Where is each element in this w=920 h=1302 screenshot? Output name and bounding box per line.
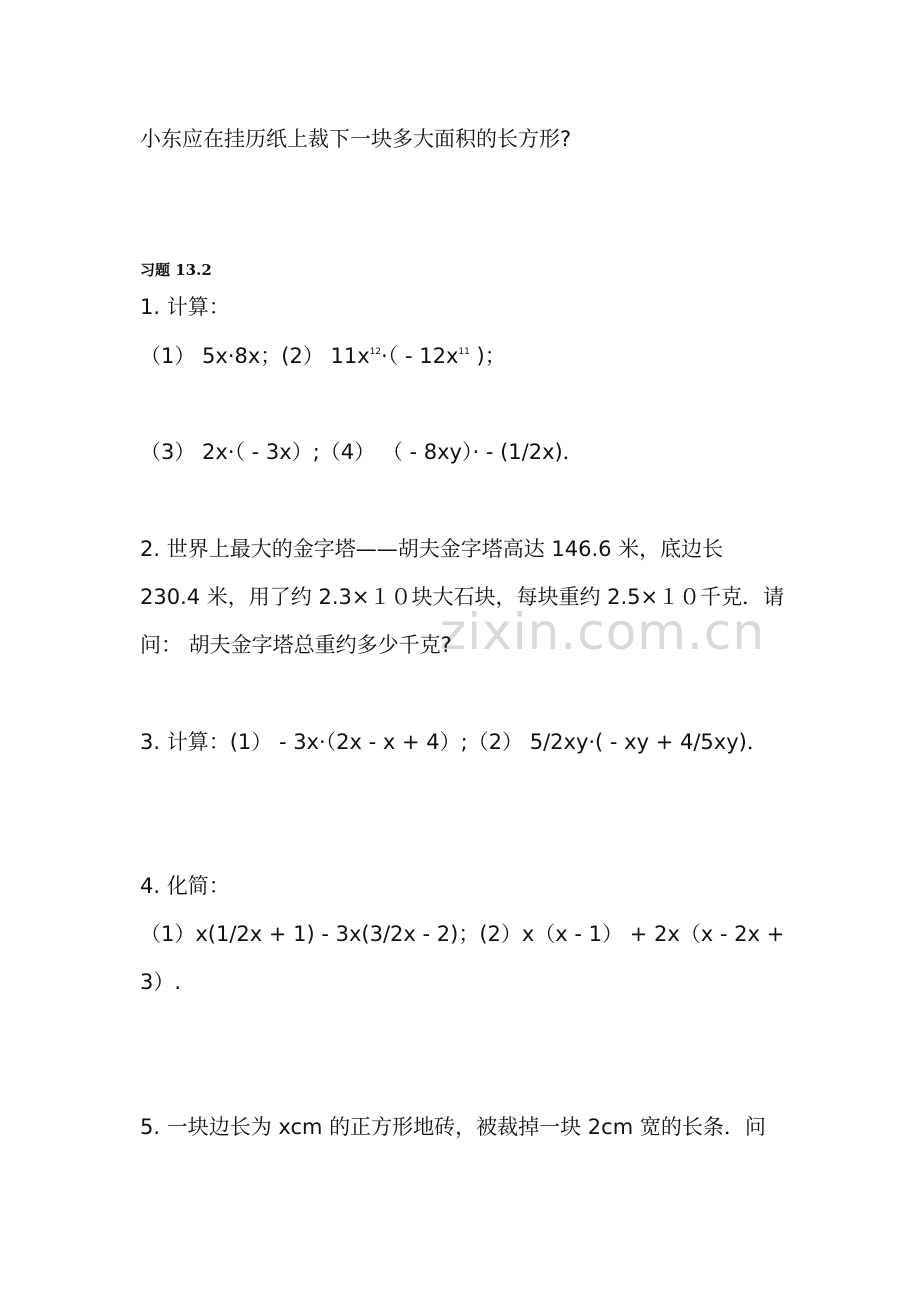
problem-4-title: 4. 化简： xyxy=(140,874,230,898)
problem-3-line-1: 3. 计算：(1） - 3x·（2x - x + 4）;（2） 5/2xy·( - xy + 4/5xy)． xyxy=(140,730,768,754)
watermark: zixin.com.cn xyxy=(440,603,766,661)
problem-5-line-1: 5. 一块边长为 xcm 的正方形地砖，被裁掉一块 2cm 宽的长条．问 xyxy=(140,1115,766,1139)
problem-1-part-c: )； xyxy=(469,344,506,368)
intro-question: 小东应在挂历纸上裁下一块多大面积的长方形? xyxy=(140,127,572,151)
problem-1-part-b: ·（ - 12x xyxy=(381,344,459,368)
problem-4-line-1: （1）x(1/2x + 1) - 3x(3/2x - 2)；(2）x（x - 1） + 2x（x - 2x + xyxy=(140,922,785,946)
problem-4-line-2: 3）. xyxy=(140,970,182,994)
problem-1-title: 1. 计算： xyxy=(140,295,230,319)
problem-1-line-1 xyxy=(140,342,506,370)
problem-2-line-2: 230.4 米，用了约 2.3×１０块大石块，每块重约 2.5×１０千克．请 xyxy=(140,585,785,609)
problem-1-line-2: （3） 2x·（ - 3x）;（4） （ - 8xy）· - (1/2x)． xyxy=(140,440,584,464)
problem-1-part-a: （1） 5x·8x；(2） 11x xyxy=(140,344,370,368)
problem-2-line-1: 2. 世界上最大的金字塔——胡夫金字塔高达 146.6 米，底边长 xyxy=(140,537,724,561)
section-title: 习题 13.2 xyxy=(140,261,212,279)
exponent-11: 11 xyxy=(458,347,470,357)
exponent-12: 12 xyxy=(369,347,382,357)
problem-2-line-3: 问： 胡夫金字塔总重约多少千克? xyxy=(140,633,452,657)
